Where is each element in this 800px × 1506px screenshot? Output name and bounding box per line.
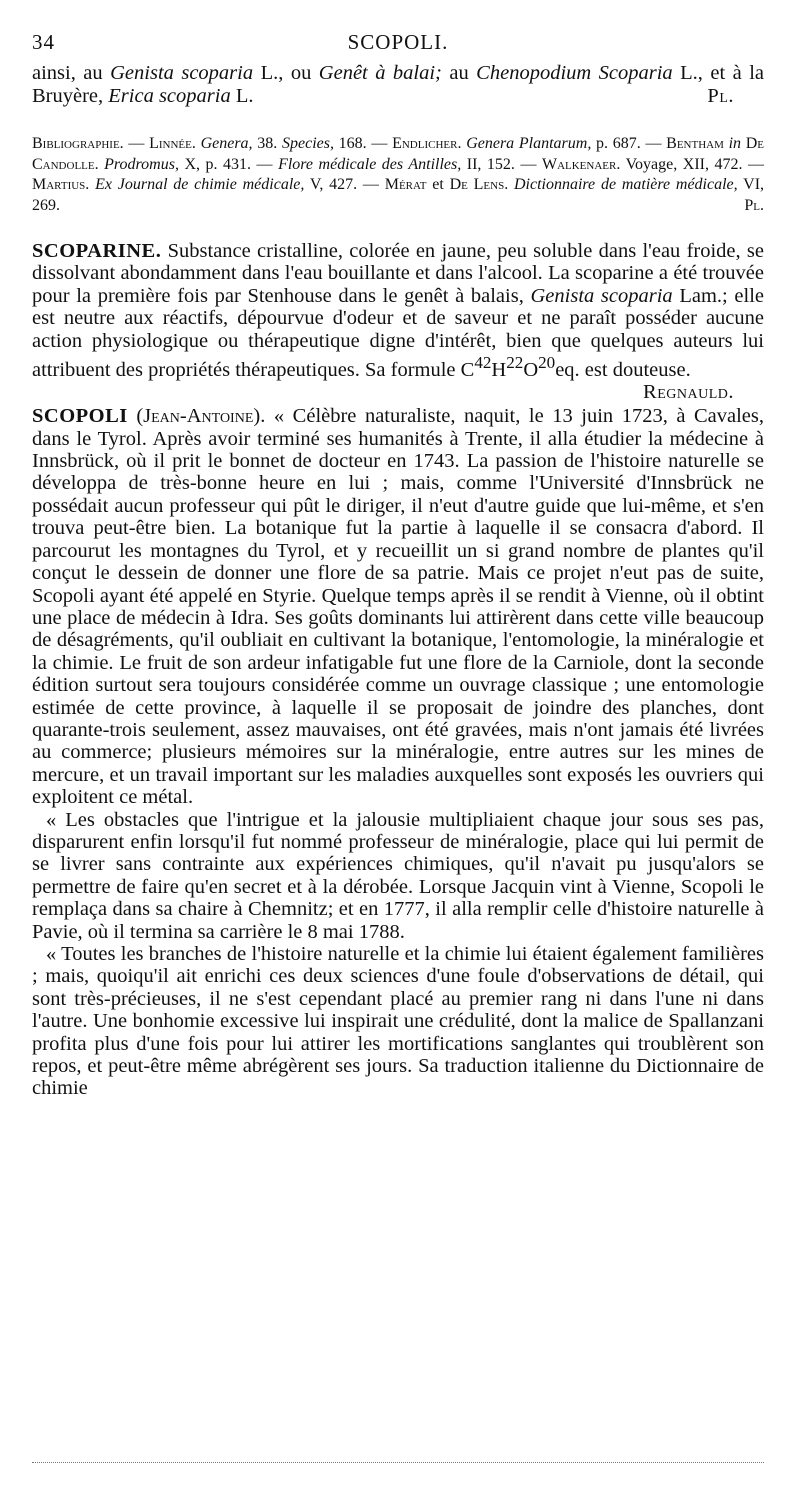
footer-rule: [32, 1462, 764, 1463]
paragraph: SCOPOLI (Jean-Antoine). « Célèbre naturaliste, naquit, le 13 juin 1723, à Cavales, dans le Tyrol. Après avoir terminé ses humanités à Trente, il alla étudier la médecine à Innsbrück, où il prit le bonnet de docteur en 1743. La passion de l'histoire naturelle se développa de très-bonne heure en lui ; mais, comme l'Université d'Innsbrück ne possédait aucun professeur qui pût le diriger, il n'eut d'autre guide que lui-même, et s'en trouva peut-être bien. La botanique fut la partie à laquelle il se consacra d'abord. Il parcourut les montagnes du Tyrol, et y recueillit un si grand nombre de plantes qu'il conçut le dessein de donner une flore de sa patrie. Mais ce projet n'eut pas de suite, Scopoli ayant été appelé en Styrie. Quelque temps après il se rendit à Vienne, où il obtint une place de médecin à Idra. Ses goûts dominants lui attirèrent dans cette ville beaucoup de désagréments, qu'il oubliait en cultivant la botanique, l'entomologie, la minéralogie et la chimie. Le fruit de son ardeur infatigable fut une flore de la Carniole, dont la seconde édition surtout sera toujours considérée comme un ouvrage classique ; une entomologie estimée de cette province, à laquelle il se proposait de joindre des planches, dont quarante-trois seulement, assez mauvaises, ont été gravées, mais n'ont jamais été livrées au commerce; plusieurs mémoires sur la minéralogie, entre autres sur les mines de mercure, et un travail important sur les maladies auxquelles sont exposés les ouvriers qui exploitent ce métal.: [32, 405, 765, 809]
formula-subscript: 42: [474, 353, 492, 373]
author-signature: Regnauld.: [643, 381, 734, 404]
author-name: Martius.: [32, 176, 90, 193]
scopoli-entry: [32, 405, 764, 1100]
bibliography: Bibliographie. — Linnée. Genera, 38. Species, 168. — Endlicher. Genera Plantarum, p. 687. — Bentham in De Candolle. Prodromus, X, p. 431. — Flore médicale des Antilles, II, 152. — Walkenaer. Voyage, XII, 472. — Martius. Ex Journal de chimie médicale, V, 427. — Mérat et De Lens. Dictionnaire de matière médicale, VI, 269. Pl.: [32, 134, 764, 216]
author-signature: Pl.: [707, 84, 734, 107]
page-number: 34: [32, 30, 55, 54]
common-name: Genêt à balai;: [318, 62, 442, 84]
entry-headword: SCOPARINE.: [32, 240, 162, 262]
genista-entry-ending: ainsi, au Genista scoparia L., ou Genêt à balai; au Chenopodium Scoparia L., et à la Bruyère, Erica scoparia L. Pl.: [32, 62, 764, 107]
author-name: Endlicher.: [392, 135, 462, 152]
scoparine-entry: SCOPARINE. Substance cristalline, colorée en jaune, peu soluble dans l'eau froide, se dissolvant abondamment dans l'eau bouillante et dans l'alcool. La scoparine a été trouvée pour la première fois par Stenhouse dans le genêt à balais, Genista scoparia Lam.; elle est neutre aux réactifs, dépourvue d'odeur et de saveur et ne paraît posséder aucune action physiologique ou thérapeutique digne d'intérêt, bien que quelques auteurs lui attribuent des propriétés thérapeutiques. Sa formule $C^{42}H^{22}O^{20}eq$. est douteuse. Regnauld.: [32, 240, 764, 404]
entry-given-name: Jean-Antoine: [143, 405, 254, 428]
author-name: Bentham: [666, 135, 724, 152]
entry-headword: SCOPOLI: [32, 405, 128, 428]
species-name: Genista scoparia: [530, 284, 673, 307]
bibliography-label: Bibliographie.: [32, 135, 124, 152]
author-name: Linnée.: [149, 135, 196, 152]
running-title: SCOPOLI.: [347, 30, 449, 54]
author-signature: Pl.: [744, 196, 764, 214]
author-name: De Lens.: [449, 176, 509, 193]
paragraph: « Les obstacles que l'intrigue et la jalousie multipliaient chaque jour sous ses pas, disparurent enfin lorsqu'il fut nommé professeur de minéralogie, place qui lui permit de se livrer sans contrainte aux expériences chimiques, qu'il n'avait pu jusqu'alors se permettre de faire qu'en secret et à la dérobée. Lorsque Jacquin vint à Vienne, Scopoli le remplaça dans sa chaire à Chemnitz; et en 1777, il alla remplir celle d'histoire naturelle à Pavie, où il termina sa carrière le 8 mai 1788.: [32, 808, 764, 943]
author-name: Mérat: [384, 176, 427, 193]
formula-subscript: 22: [506, 353, 524, 373]
author-name: De Candolle.: [32, 135, 765, 173]
dictionary-page: [32, 30, 764, 1480]
paragraph: « Toutes les branches de l'histoire naturelle et la chimie lui étaient également familières ; mais, quoiqu'il ait enrichi ces deux sciences d'une foule d'observations de détail, qui sont très-précieuses, il ne s'est cependant placé au premier rang ni dans l'une ni dans l'autre. Une bonhomie excessive lui inspirait une crédulité, dont la malice de Spallanzani profita plus d'une fois pour lui attirer les mortifications sanglantes qui troublèrent son repos, et peut-être même abrégèrent ses jours. Sa traduction italienne du Dictionnaire de chimie: [32, 943, 764, 1100]
species-name: Chenopodium Scoparia: [476, 62, 673, 84]
formula-subscript: 20: [538, 353, 556, 373]
running-head: [32, 30, 764, 58]
author-name: Walkenaer.: [541, 155, 621, 173]
species-name: Erica scoparia: [108, 84, 231, 107]
species-name: Genista scoparia: [110, 62, 254, 84]
